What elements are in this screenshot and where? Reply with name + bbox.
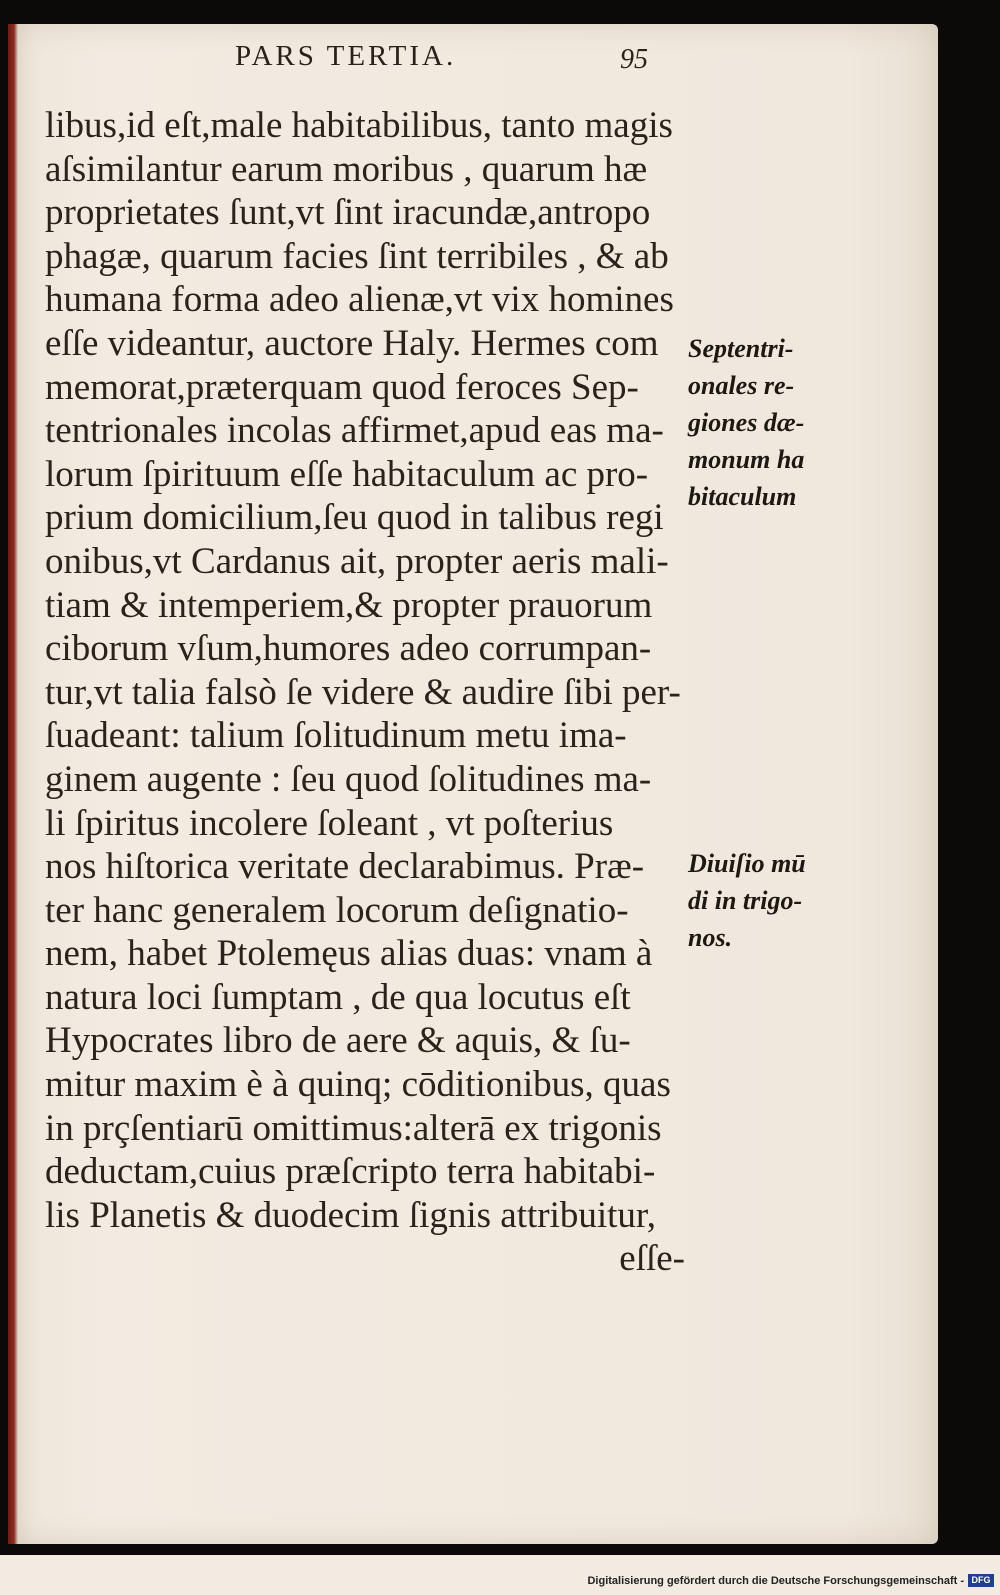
catchword: eſſe-	[619, 1238, 685, 1280]
text-line: ginem augente : ſeu quod ſolitudines ma-	[45, 758, 652, 800]
text-line: prium domicilium,ſeu quod in talibus regi	[45, 497, 664, 539]
marginal-note-line: bitaculum	[688, 482, 797, 511]
text-line: deductam,cuius præſcripto terra habitabi-	[45, 1151, 656, 1193]
running-head: PARS TERTIA.	[235, 40, 457, 72]
body-text	[45, 104, 695, 1281]
text-line: tiam & intemperiem,& propter prauorum	[45, 584, 653, 626]
text-line: ſuadeant: talium ſolitudinum metu ima-	[45, 715, 627, 757]
text-line: ciborum vſum,humores adeo corrumpan-	[45, 628, 652, 670]
text-line: aſsimilantur earum moribus , quarum hæ	[45, 148, 648, 190]
text-line: ter hanc generalem locorum deſignatio-	[45, 889, 629, 931]
marginal-note	[688, 845, 848, 956]
text-line: nos hiſtorica veritate declarabimus. Præ-	[45, 846, 645, 888]
marginal-note-line: Diuiſio mū	[688, 849, 806, 878]
marginal-note-line: Septentri-	[688, 334, 794, 363]
text-line: Hypocrates libro de aere & aquis, & ſu-	[45, 1020, 631, 1062]
marginal-note	[688, 330, 848, 515]
page-number: 95	[620, 44, 648, 75]
text-line: lis Planetis & duodecim ſignis attribuitur,	[45, 1194, 657, 1236]
page-spine-edge	[8, 24, 18, 1544]
text-line: proprietates ſunt,vt ſint iracundæ,antropo	[45, 192, 651, 234]
text-line: mitur maxim è à quinq; cōditionibus, quas	[45, 1064, 671, 1106]
text-line: tentrionales incolas affirmet,apud eas ma-	[45, 410, 664, 452]
marginal-note-line: giones dæ-	[688, 408, 805, 437]
text-line: phagæ, quarum facies ſint terribiles , & ab	[45, 235, 669, 277]
text-line: memorat,præterquam quod feroces Sep-	[45, 366, 639, 408]
text-line: tur,vt talia falsò ſe videre & audire ſibi per-	[45, 671, 681, 713]
text-line: in prçſentiarū omittimus:alterā ex trigonis	[45, 1107, 662, 1149]
text-line: onibus,vt Cardanus ait, propter aeris mali-	[45, 540, 669, 582]
text-line: li ſpiritus incolere ſoleant , vt poſterius	[45, 802, 614, 844]
marginal-note-line: nos.	[688, 923, 733, 952]
dfg-logo: DFG	[968, 1574, 994, 1587]
text-line: natura loci ſumptam , de qua locutus eſt	[45, 976, 631, 1018]
marginal-note-line: di in trigo-	[688, 886, 803, 915]
marginal-note-line: monum ha	[688, 445, 805, 474]
marginal-note-line: onales re-	[688, 371, 795, 400]
text-line: humana forma adeo alienæ,vt vix homines	[45, 279, 674, 321]
digitization-credit: Digitalisierung gefördert durch die Deutsche Forschungsgemeinschaft -	[587, 1575, 964, 1587]
text-line: libus,id eſt,male habitabilibus, tanto magis	[45, 105, 673, 146]
text-line: lorum ſpirituum eſſe habitaculum ac pro-	[45, 453, 649, 495]
text-line: nem, habet Ptolemęus alias duas: vnam à	[45, 933, 653, 975]
text-line: eſſe videantur, auctore Haly. Hermes com	[45, 322, 659, 364]
